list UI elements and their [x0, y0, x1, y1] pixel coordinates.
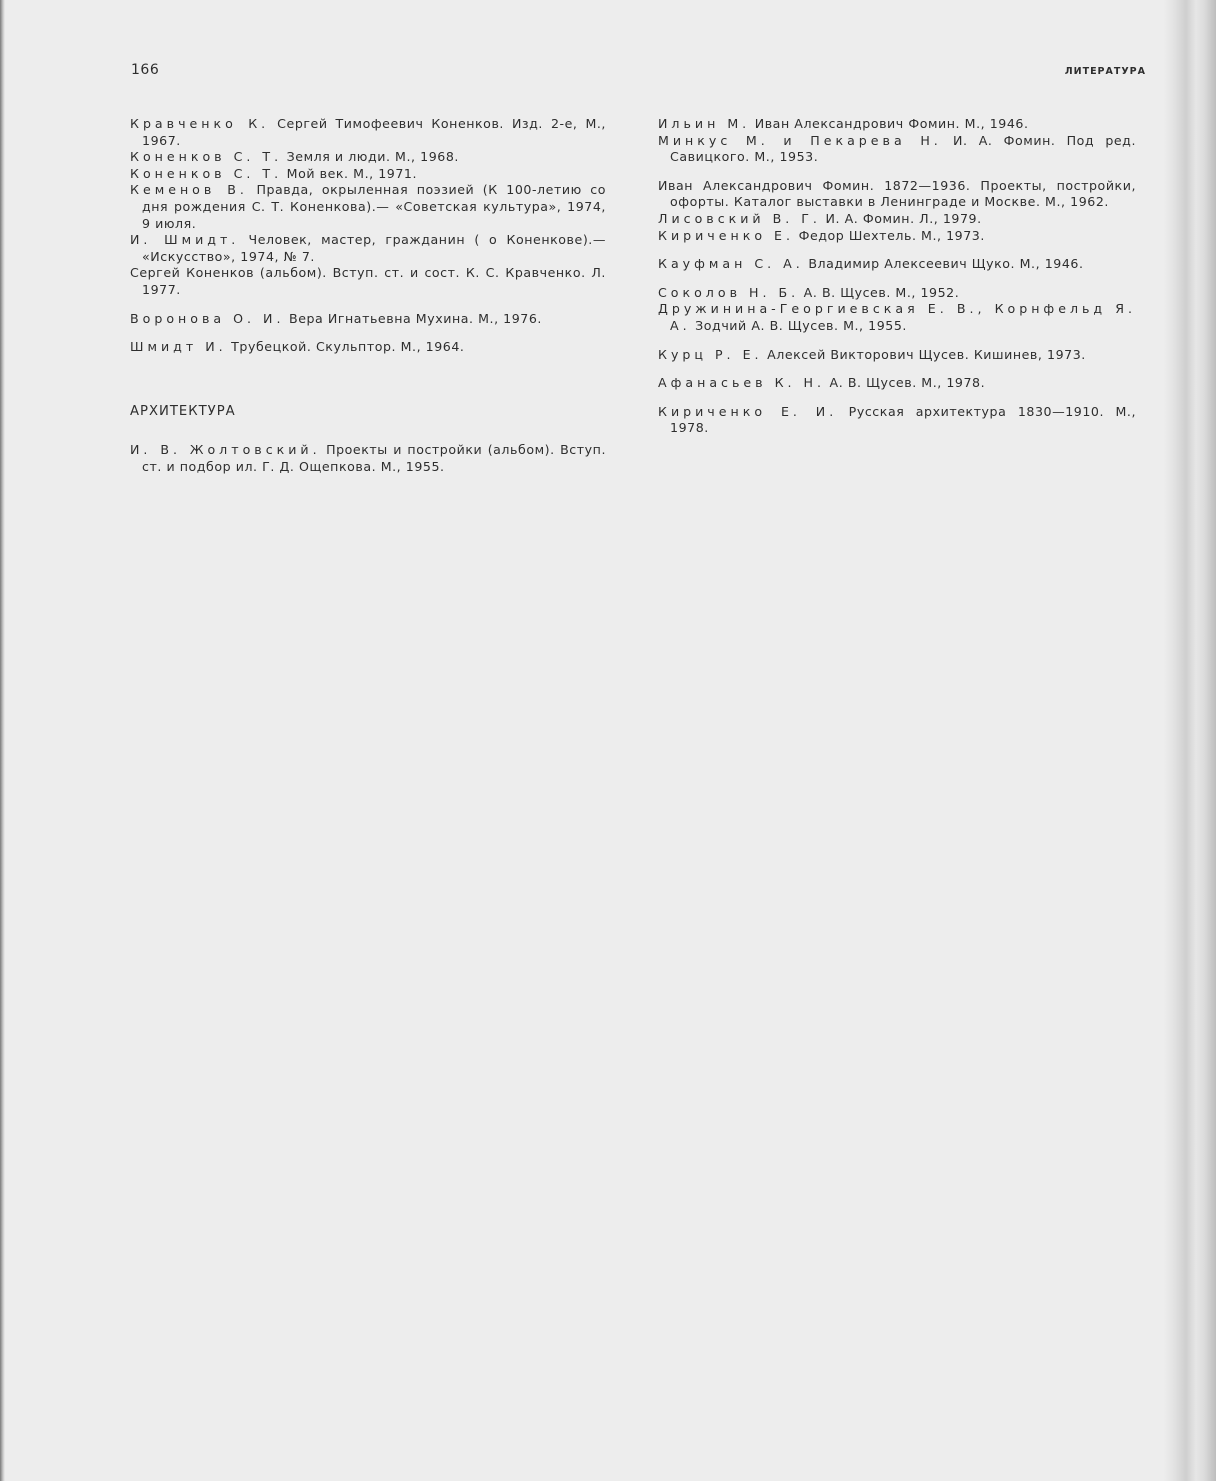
bibliography-entry [658, 133, 1136, 166]
bibliography-entry [130, 182, 606, 232]
entry-text: Владимир Алексеевич Щуко. М., 1946. [803, 256, 1084, 272]
book-gutter [1164, 0, 1216, 1481]
entry-author: Курц Р. Е. [658, 346, 763, 362]
bibliography-entry [658, 256, 1136, 273]
bibliography-entry [130, 116, 606, 149]
entry-author: Кауфман С. А. [658, 256, 804, 272]
entry-author: Дружинина-Георгиевская Е. В., Корнфельд Я. А. [658, 301, 1136, 333]
entry-author: Коненков С. Т. [130, 165, 283, 181]
entry-author: Соколов Н. Б. [658, 284, 800, 300]
entry-text: Правда, окрыленная поэзией (К 100-летию со дня рождения С. Т. Коненкова).— «Советская культура», 1974, 9 июля. [142, 182, 606, 231]
entry-text: И. А. Фомин. Под ред. Савицкого. М., 1953. [670, 132, 1136, 165]
bibliography-left-column [130, 116, 606, 476]
entry-text: Федор Шехтель. М., 1973. [794, 227, 985, 243]
entry-text: Трубецкой. Скульптор. М., 1964. [226, 339, 465, 355]
entry-text: Проекты и постройки (альбом). Вступ. ст. и подбор ил. Г. Д. Ощепкова. М., 1955. [142, 442, 607, 474]
entry-author: Коненков С. Т. [130, 149, 283, 165]
entry-text: Сергей Коненков (альбом). Вступ. ст. и сост. К. С. Кравченко. Л. 1977. [130, 265, 606, 297]
entry-text: Земля и люди. М., 1968. [282, 149, 459, 165]
bibliography-entry [130, 442, 606, 475]
bibliography-entry [658, 178, 1136, 211]
entry-text: Иван Александрович Фомин. М., 1946. [750, 116, 1029, 131]
running-head: ЛИТЕРАТУРА [1064, 66, 1146, 77]
entry-author: И. Шмидт. [130, 232, 240, 248]
entry-author: Кириченко Е. [658, 227, 795, 243]
bibliography-entry [130, 149, 606, 166]
entry-text: Вера Игнатьевна Мухина. М., 1976. [284, 310, 542, 326]
bibliography-entry [658, 211, 1136, 228]
entry-text: И. А. Фомин. Л., 1979. [820, 210, 982, 226]
entry-author: Ильин М. [658, 116, 751, 131]
entry-author: Минкус М. и Пекарева Н. [658, 132, 942, 148]
bibliography-entry [130, 339, 606, 356]
entry-author: Кеменов В. [130, 182, 248, 198]
entry-text: А. В. Щусев. М., 1952. [799, 284, 960, 300]
entry-author: Афанасьев К. Н. [658, 375, 825, 391]
bibliography-entry [658, 116, 1136, 133]
entry-text: Сергей Тимофеевич Коненков. Изд. 2-е, М., 1967. [142, 116, 606, 148]
bibliography-entry [658, 285, 1136, 302]
bibliography-right-column [658, 116, 1136, 437]
entry-author: Шмидт И. [130, 339, 227, 355]
entry-text: А. В. Щусев. М., 1978. [825, 375, 986, 391]
bibliography-entry [658, 347, 1136, 364]
page-number: 166 [131, 62, 160, 78]
bibliography-entry [130, 166, 606, 183]
bibliography-entry [658, 404, 1136, 437]
entry-text: Иван Александрович Фомин. 1872—1936. Проекты, постройки, офорты. Каталог выставки в Ленинграде и Москве. М., 1962. [658, 177, 1136, 210]
entry-author: Воронова О. И. [130, 310, 285, 326]
bibliography-entry [130, 265, 606, 298]
entry-text: Русская архитектура 1830—1910. М., 1978. [670, 403, 1136, 436]
entry-author: Кириченко Е. И. [658, 403, 838, 419]
page-edge-shadow [0, 0, 5, 1481]
bibliography-entry [658, 301, 1136, 334]
entry-text: Мой век. М., 1971. [282, 165, 418, 181]
entry-author: И. В. Жолтовский. [130, 442, 321, 458]
bibliography-entry [130, 311, 606, 328]
bibliography-entry [130, 232, 606, 265]
entry-text: Зодчий А. В. Щусев. М., 1955. [690, 317, 907, 333]
bibliography-entry [658, 375, 1136, 392]
bibliography-entry [658, 228, 1136, 245]
entry-author: Кравченко К. [130, 116, 270, 131]
section-heading-architecture: АРХИТЕКТУРА [130, 403, 236, 419]
entry-text: Человек, мастер, гражданин ( о Коненкове).— «Искусство», 1974, № 7. [142, 232, 606, 264]
entry-author: Лисовский В. Г. [658, 210, 821, 226]
entry-text: Алексей Викторович Щусев. Кишинев, 1973. [762, 346, 1086, 362]
